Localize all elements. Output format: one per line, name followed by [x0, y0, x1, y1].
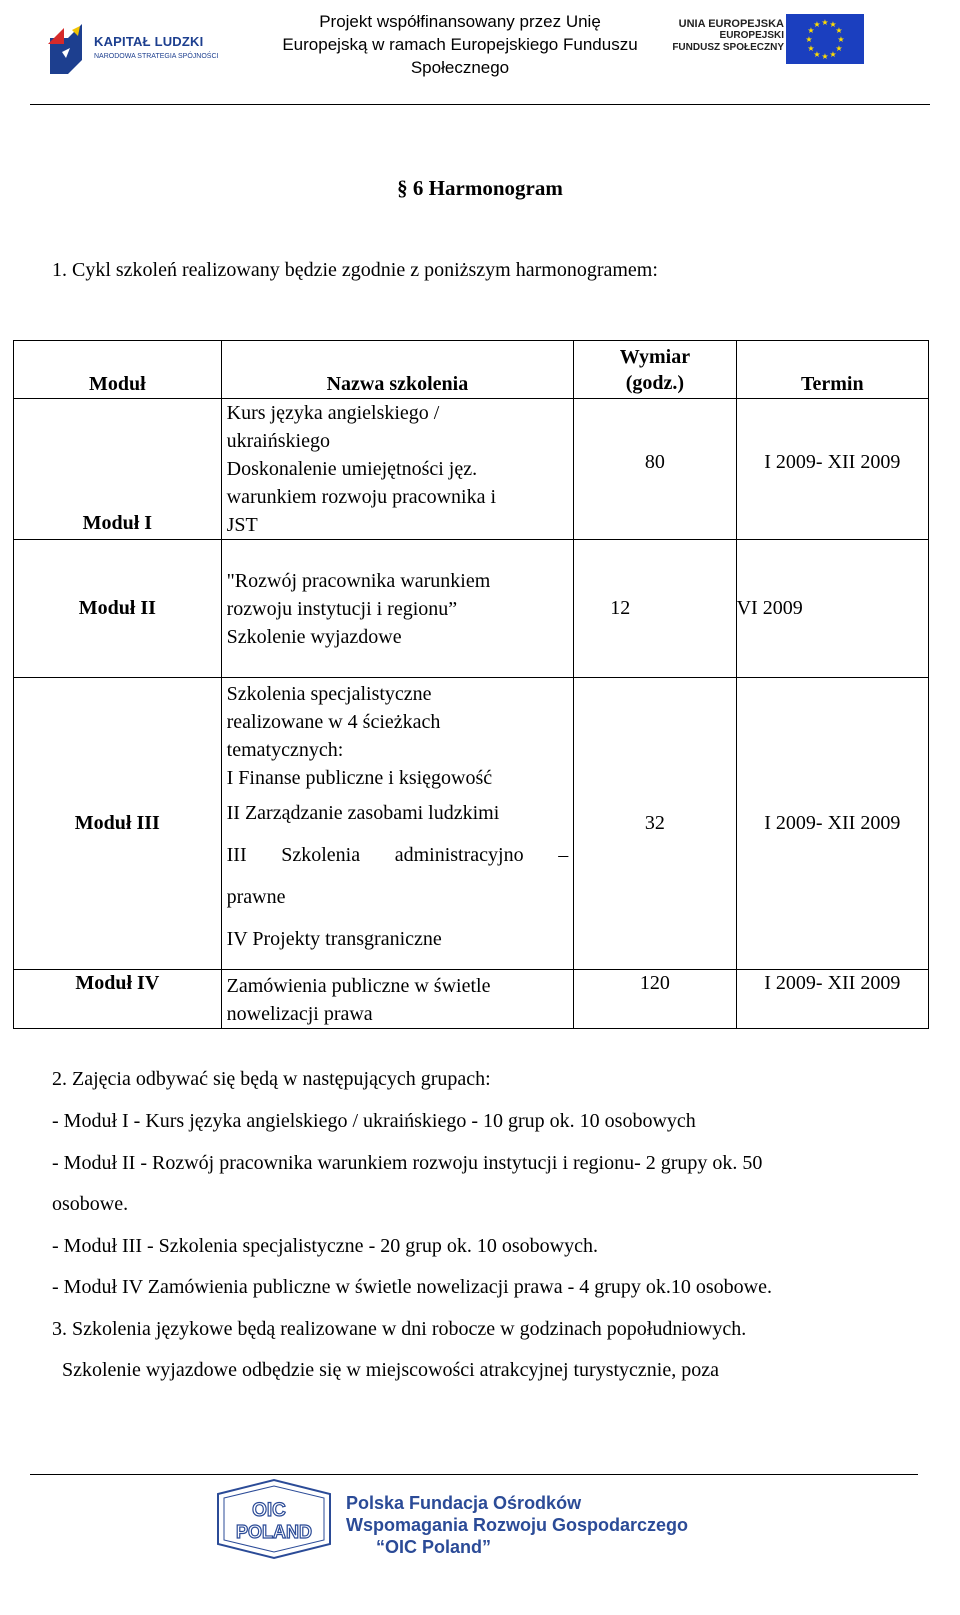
svg-text:★: ★	[837, 35, 845, 44]
row-hours: 120	[574, 970, 736, 1029]
cofinance-line: Projekt współfinansowany przez Unię	[319, 12, 601, 31]
table-header-row	[14, 341, 929, 399]
row-name-block	[227, 792, 569, 960]
kapital-ludzki-logo	[44, 16, 244, 82]
paragraph-3-line: 3. Szkolenia językowe będą realizowane w dni robocze w godzinach popołudniowych.	[52, 1318, 747, 1340]
row-name-line: Szkolenie wyjazdowe	[226, 625, 402, 648]
row-term: I 2009- XII 2009	[736, 970, 928, 1029]
row-name	[221, 540, 574, 678]
svg-text:★: ★	[805, 35, 813, 44]
groups-line: - Moduł III - Szkolenia specjalistyczne - 20 grup ok. 10 osobowych.	[52, 1235, 598, 1257]
kapital-ludzki-subtitle: NARODOWA STRATEGIA SPÓJNOŚCI	[94, 53, 219, 60]
row-name-line: nowelizacji prawa	[226, 1003, 373, 1025]
header-hours-line: Wymiar	[619, 346, 691, 368]
eu-logo-text	[666, 18, 784, 54]
svg-text:★: ★	[821, 52, 829, 61]
oic-name-line: Wspomagania Rozwoju Gospodarczego	[346, 1515, 689, 1535]
row-name	[221, 678, 574, 970]
row-name-line: tematycznych:	[226, 739, 344, 761]
header-hours	[574, 341, 736, 399]
schedule-table	[13, 340, 929, 1029]
groups-line: - Moduł I - Kurs języka angielskiego / ukraińskiego - 10 grup ok. 10 osobowych	[52, 1110, 696, 1132]
svg-text:★: ★	[835, 44, 843, 53]
kapital-ludzki-emblem-icon	[44, 18, 86, 80]
row-name-line: Kurs języka angielskiego /	[226, 402, 440, 424]
cofinance-line: Społecznego	[410, 58, 510, 77]
row-name-line: prawne	[226, 886, 286, 908]
row-name-line: II Zarządzanie zasobami ludzkimi	[226, 802, 500, 824]
header-term: Termin	[736, 341, 928, 399]
svg-text:★: ★	[807, 26, 815, 35]
row-hours: 12	[574, 540, 736, 678]
groups-line: osobowe.	[52, 1193, 129, 1215]
oic-organisation-name	[346, 1492, 688, 1558]
row-name-justified-line	[227, 834, 569, 876]
header-hours-line: (godz.)	[625, 372, 685, 394]
row-name-line: Szkolenia specjalistyczne	[226, 683, 432, 705]
cofinance-notice	[270, 10, 650, 79]
oic-poland-logo-icon	[214, 1478, 334, 1560]
oic-logo-top: OIC	[252, 1500, 286, 1521]
row-module: Moduł I	[14, 399, 222, 540]
row-name-block	[227, 680, 569, 792]
eu-line: FUNDUSZ SPOŁECZNY	[672, 42, 784, 53]
row-hours: 32	[574, 678, 736, 970]
cofinance-line: Europejską w ramach Europejskiego Funduszu	[282, 35, 638, 54]
svg-text:★: ★	[835, 26, 843, 35]
groups-heading: 2. Zajęcia odbywać się będą w następujących grupach:	[52, 1068, 491, 1090]
table-row	[14, 540, 929, 678]
table-row	[14, 399, 929, 540]
row-module: Moduł III	[14, 678, 222, 970]
row-name-line: ukraińskiego	[226, 430, 330, 452]
intro-text: 1. Cykl szkoleń realizowany będzie zgodnie z poniższym harmonogramem:	[52, 259, 658, 281]
header-name: Nazwa szkolenia	[221, 341, 574, 399]
row-name-word: Szkolenia	[281, 844, 361, 866]
row-name-line: realizowane w 4 ścieżkach	[226, 711, 441, 733]
row-term: VI 2009	[736, 540, 928, 678]
section-title: § 6 Harmonogram	[397, 176, 563, 200]
oic-name-line: Polska Fundacja Ośrodków	[346, 1493, 582, 1513]
kapital-ludzki-title: KAPITAŁ LUDZKI	[94, 34, 204, 49]
row-name-word: administracyjno	[394, 844, 524, 866]
row-name-line: Zamówienia publiczne w świetle	[226, 975, 491, 997]
eu-line: UNIA EUROPEJSKA	[678, 18, 784, 30]
row-term: I 2009- XII 2009	[736, 399, 928, 540]
svg-text:★: ★	[813, 50, 821, 59]
row-name-line: JST	[226, 514, 258, 536]
svg-text:★: ★	[821, 18, 829, 27]
oic-logo-bottom: POLAND	[236, 1522, 312, 1542]
row-name-line: warunkiem rozwoju pracownika i	[226, 486, 496, 508]
table-row	[14, 970, 929, 1029]
groups-line: - Moduł II - Rozwój pracownika warunkiem rozwoju instytucji i regionu- 2 grupy ok. 50	[52, 1152, 763, 1174]
paragraph-3-line: Szkolenie wyjazdowe odbędzie się w miejscowości atrakcyjnej turystycznie, poza	[52, 1359, 719, 1381]
eu-logo	[666, 14, 916, 68]
row-name-word: III	[226, 844, 247, 866]
footer-divider	[30, 1474, 918, 1475]
table-row	[14, 678, 929, 970]
header-module: Moduł	[14, 341, 222, 399]
svg-text:★: ★	[813, 20, 821, 29]
row-name-line: Doskonalenie umiejętności jęz.	[226, 458, 478, 480]
eu-line: EUROPEJSKI	[719, 30, 784, 41]
oic-name-line: “OIC Poland”	[376, 1537, 492, 1557]
row-name-line: IV Projekty transgraniczne	[226, 928, 442, 950]
svg-text:★: ★	[829, 50, 837, 59]
row-name	[221, 399, 574, 540]
row-module: Moduł IV	[14, 970, 222, 1029]
eu-flag-icon	[786, 14, 864, 64]
row-name-line: rozwoju instytucji i regionu”	[226, 597, 458, 620]
row-name-line: I Finanse publiczne i księgowość	[226, 767, 493, 789]
row-module: Moduł II	[14, 540, 222, 678]
groups-line: - Moduł IV Zamówienia publiczne w świetle nowelizacji prawa - 4 grupy ok.10 osobowe.	[52, 1276, 772, 1298]
row-term: I 2009- XII 2009	[736, 678, 928, 970]
svg-text:★: ★	[829, 20, 837, 29]
row-name	[221, 970, 574, 1029]
svg-text:★: ★	[807, 44, 815, 53]
row-hours: 80	[574, 399, 736, 540]
row-name-word: –	[558, 844, 569, 866]
header-divider	[30, 104, 930, 105]
row-name-line: "Rozwój pracownika warunkiem	[226, 569, 491, 592]
